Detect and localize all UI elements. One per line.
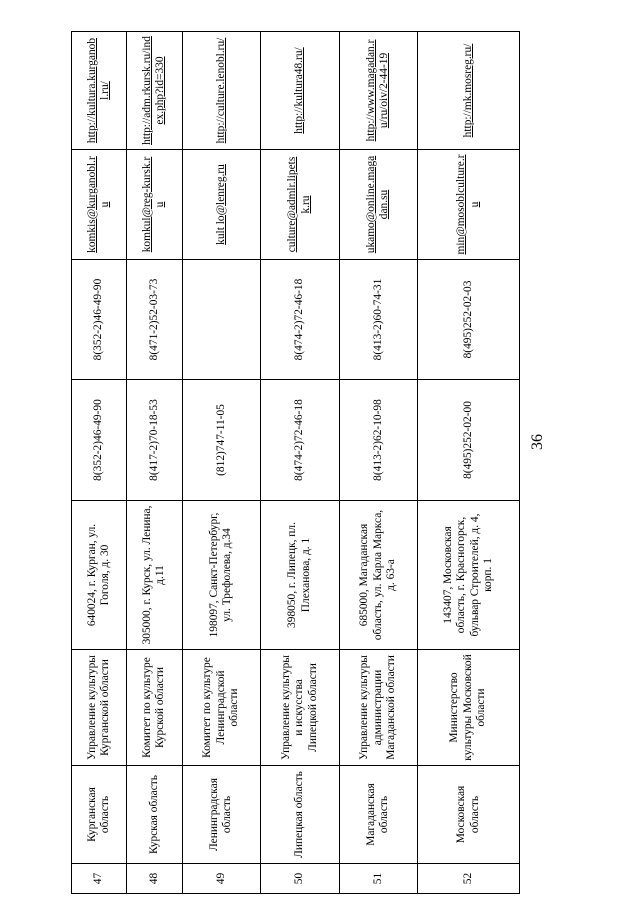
row-number: 52 <box>418 864 520 894</box>
table-row <box>182 32 261 894</box>
email-link[interactable]: komkis@kurganobl.ru <box>85 156 112 253</box>
fax-number: 8(471-2)52-03-73 <box>127 260 182 380</box>
row-number: 51 <box>339 864 418 894</box>
website-link[interactable]: http://culture.lenobl.ru/ <box>214 37 227 144</box>
row-number: 48 <box>127 864 182 894</box>
fax-number: 8(495)252-02-03 <box>418 260 520 380</box>
organization-name: Комитет по культуре Ленинградской области <box>182 650 261 766</box>
phone-number: 8(413-2)62-10-98 <box>339 380 418 501</box>
page-number: 36 <box>529 434 546 450</box>
table-row <box>127 32 182 894</box>
region-name: Липецкая область <box>261 766 340 864</box>
table-row <box>261 32 340 894</box>
table-row <box>339 32 418 894</box>
email-cell <box>418 150 520 260</box>
fax-number: 8(352-2)46-49-90 <box>72 260 127 380</box>
website-link[interactable]: http://mk.mosreg.ru/ <box>461 43 474 138</box>
website-link[interactable]: http://adm.rkursk.ru/index.php?id=330 <box>140 36 167 145</box>
row-number: 49 <box>182 864 261 894</box>
phone-number: 8(352-2)46-49-90 <box>72 380 127 501</box>
website-cell <box>339 32 418 150</box>
postal-address: 640024, г. Курган, ул. Гоголя, д. 30 <box>72 501 127 650</box>
region-name: Московская область <box>418 766 520 864</box>
fax-number <box>182 260 261 380</box>
email-link[interactable]: ukamo@online.magadan.su <box>364 155 391 254</box>
row-number: 47 <box>72 864 127 894</box>
postal-address: 198097, Санкт-Петербург, ул. Трефолева, д.34 <box>182 501 261 650</box>
website-cell <box>182 32 261 150</box>
phone-number: (812)747-11-05 <box>182 380 261 501</box>
website-cell <box>418 32 520 150</box>
website-cell <box>72 32 127 150</box>
phone-number: 8(417-2)70-18-53 <box>127 380 182 501</box>
phone-number: 8(495)252-02-00 <box>418 380 520 501</box>
organization-name: Министерство культуры Московской области <box>418 650 520 766</box>
culture-authorities-table <box>71 32 520 894</box>
fax-number: 8(413-2)60-74-31 <box>339 260 418 380</box>
organization-name: Управление культуры и искусства Липецкой области <box>261 650 340 766</box>
email-cell <box>339 150 418 260</box>
fax-number: 8(474-2)72-46-18 <box>261 260 340 380</box>
website-link[interactable]: http://www.magadan.ru/ru/oiv/2-44-19 <box>364 39 391 142</box>
organization-name: Управление культуры администрации Магаданской области <box>339 650 418 766</box>
email-cell <box>127 150 182 260</box>
email-link[interactable]: culture@admlr.lipetsk.ru <box>286 156 312 253</box>
email-link[interactable]: min@mosoblculture.ru <box>455 154 481 255</box>
region-name: Курганская область <box>72 766 127 864</box>
email-link[interactable]: komkul@reg-kursk.ru <box>140 156 167 253</box>
website-cell <box>127 32 182 150</box>
phone-number: 8(474-2)72-46-18 <box>261 380 340 501</box>
postal-address: 398050, г. Липецк, пл. Плеханова, д. 1 <box>261 501 340 650</box>
table-row <box>72 32 127 894</box>
website-cell <box>261 32 340 150</box>
region-name: Ленинградская область <box>182 766 261 864</box>
postal-address: 305000, г. Курск, ул. Ленина, д.11 <box>127 501 182 650</box>
email-cell <box>182 150 261 260</box>
region-name: Курская область <box>127 766 182 864</box>
email-cell <box>261 150 340 260</box>
email-link[interactable]: kult lo@lenreg.ru <box>214 164 227 245</box>
table-row <box>418 32 520 894</box>
postal-address: 685000, Магаданская область, ул. Карла Маркса, д. 63-а <box>339 501 418 650</box>
email-cell <box>72 150 127 260</box>
organization-name: Управление культуры Курганской области <box>72 650 127 766</box>
organization-name: Комитет по культуре Курской области <box>127 650 182 766</box>
region-name: Магаданская область <box>339 766 418 864</box>
website-link[interactable]: http://kultura.kurganobl.ru/ <box>85 37 112 144</box>
row-number: 50 <box>261 864 340 894</box>
postal-address: 143407, Московская область, г. Красногорск, бульвар Строителей, д. 4, корп. 1 <box>418 501 520 650</box>
website-link[interactable]: http://kultura48.ru/ <box>293 47 306 134</box>
